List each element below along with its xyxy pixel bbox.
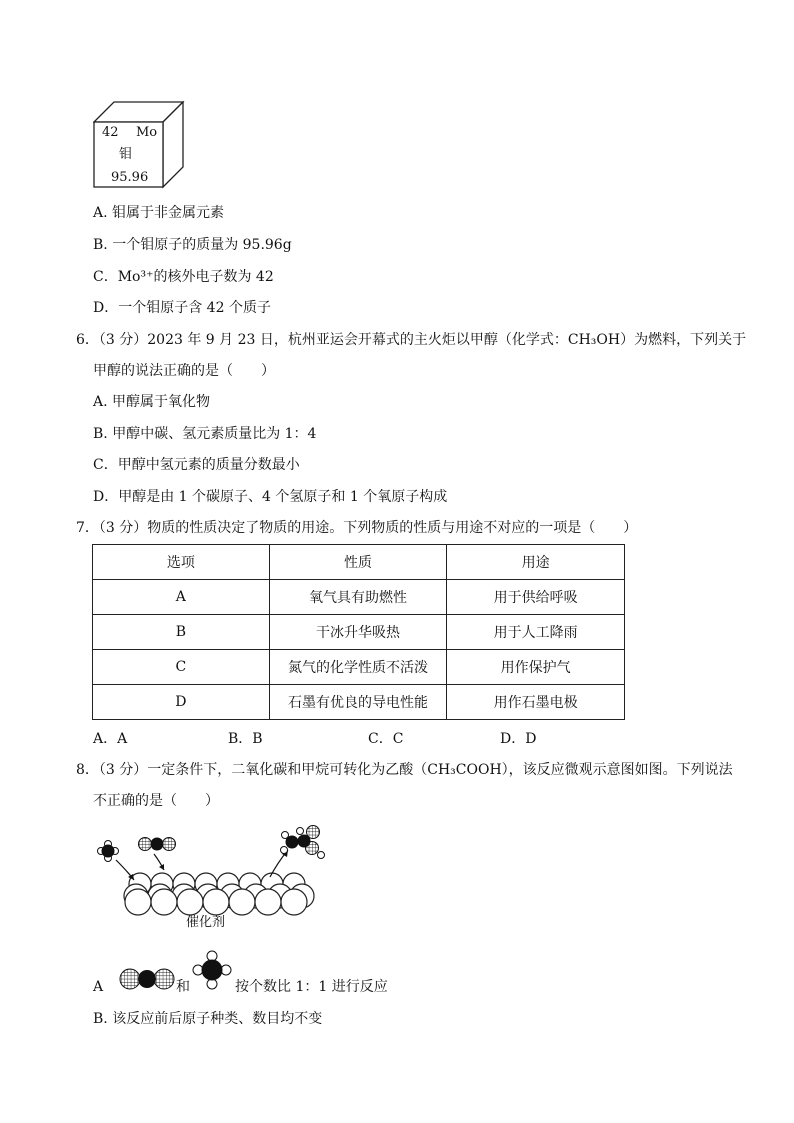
q5-option-c: C．Mo³⁺的核外电子数为 42	[93, 269, 274, 285]
table-row	[93, 685, 625, 720]
q6-option-a: A. 甲醇属于氧化物	[93, 394, 211, 410]
table-cell: 氮气的化学性质不活泼	[269, 650, 447, 685]
table-cell: A	[93, 580, 270, 615]
table-cell: 用于人工降雨	[447, 615, 625, 650]
table-cell: 用于供给呼吸	[447, 580, 625, 615]
catalyst-label: 催化剂	[186, 915, 226, 930]
q6-option-d: D．甲醇是由 1 个碳原子、4 个氢原子和 1 个氧原子构成	[93, 489, 448, 505]
co2-molecule-icon	[118, 966, 178, 992]
q6-option-b: B. 甲醇中碳、氢元素质量比为 1：4	[93, 426, 317, 442]
atomic-mass: 95.96	[111, 170, 149, 185]
table-cell: 石墨有优良的导电性能	[269, 685, 447, 720]
table-header: 选项	[93, 545, 270, 580]
table-row	[93, 615, 625, 650]
table-cell: C	[93, 650, 270, 685]
element-name: 钼	[119, 147, 133, 162]
table-cell: 用作石墨电极	[447, 685, 625, 720]
q8-option-b: B. 该反应前后原子种类、数目均不变	[93, 1011, 323, 1027]
q7-answer-d: D．D	[500, 731, 537, 747]
q7-answer-b: B．B	[228, 731, 263, 747]
atomic-number: 42	[102, 125, 119, 140]
table-row	[93, 580, 625, 615]
q7-answer-a: A．A	[93, 731, 128, 747]
table-header: 性质	[269, 545, 447, 580]
q7-stem: 7．（3 分）物质的性质决定了物质的用途。下列物质的性质与用途不对应的一项是（ ）	[76, 520, 638, 536]
element-symbol: Mo	[136, 125, 158, 140]
q6-stem-line1: 6．（3 分）2023 年 9 月 23 日，杭州亚运会开幕式的主火炬以甲醇（化学式：CH₃OH）为燃料，下列关于	[76, 332, 747, 348]
q5-option-d: D．一个钼原子含 42 个质子	[93, 300, 271, 316]
q8-stem-line1: 8．（3 分）一定条件下，二氧化碳和甲烷可转化为乙酸（CH₃COOH），该反应微观示意图如图。下列说法	[76, 762, 733, 778]
table-cell: 氧气具有助燃性	[269, 580, 447, 615]
q6-option-c: C．甲醇中氢元素的质量分数最小	[93, 457, 300, 473]
methane-molecule	[98, 841, 119, 862]
table-header: 用途	[447, 545, 625, 580]
q5-option-b: B. 一个钼原子的质量为 95.96g	[93, 237, 292, 253]
catalyst-surface	[124, 873, 314, 915]
table-cell: 用作保护气	[447, 650, 625, 685]
q8-option-a-letter: A	[93, 979, 104, 995]
methane-molecule-icon	[192, 950, 232, 990]
table-cell: 干冰升华吸热	[269, 615, 447, 650]
q8-option-a-and: 和	[176, 979, 190, 995]
table-cell: B	[93, 615, 270, 650]
q5-option-a: A. 钼属于非金属元素	[93, 205, 225, 221]
table-cell: D	[93, 685, 270, 720]
q6-stem-line2: 甲醇的说法正确的是（ ）	[93, 363, 275, 379]
table-row	[93, 650, 625, 685]
q8-stem-line2: 不正确的是（ ）	[93, 793, 219, 809]
q8-option-a-text: 按个数比 1：1 进行反应	[235, 979, 388, 995]
q7-answer-c: C．C	[368, 731, 404, 747]
table-header-row	[93, 545, 625, 580]
q7-table	[92, 544, 625, 720]
carbon-dioxide-molecule	[139, 838, 176, 851]
